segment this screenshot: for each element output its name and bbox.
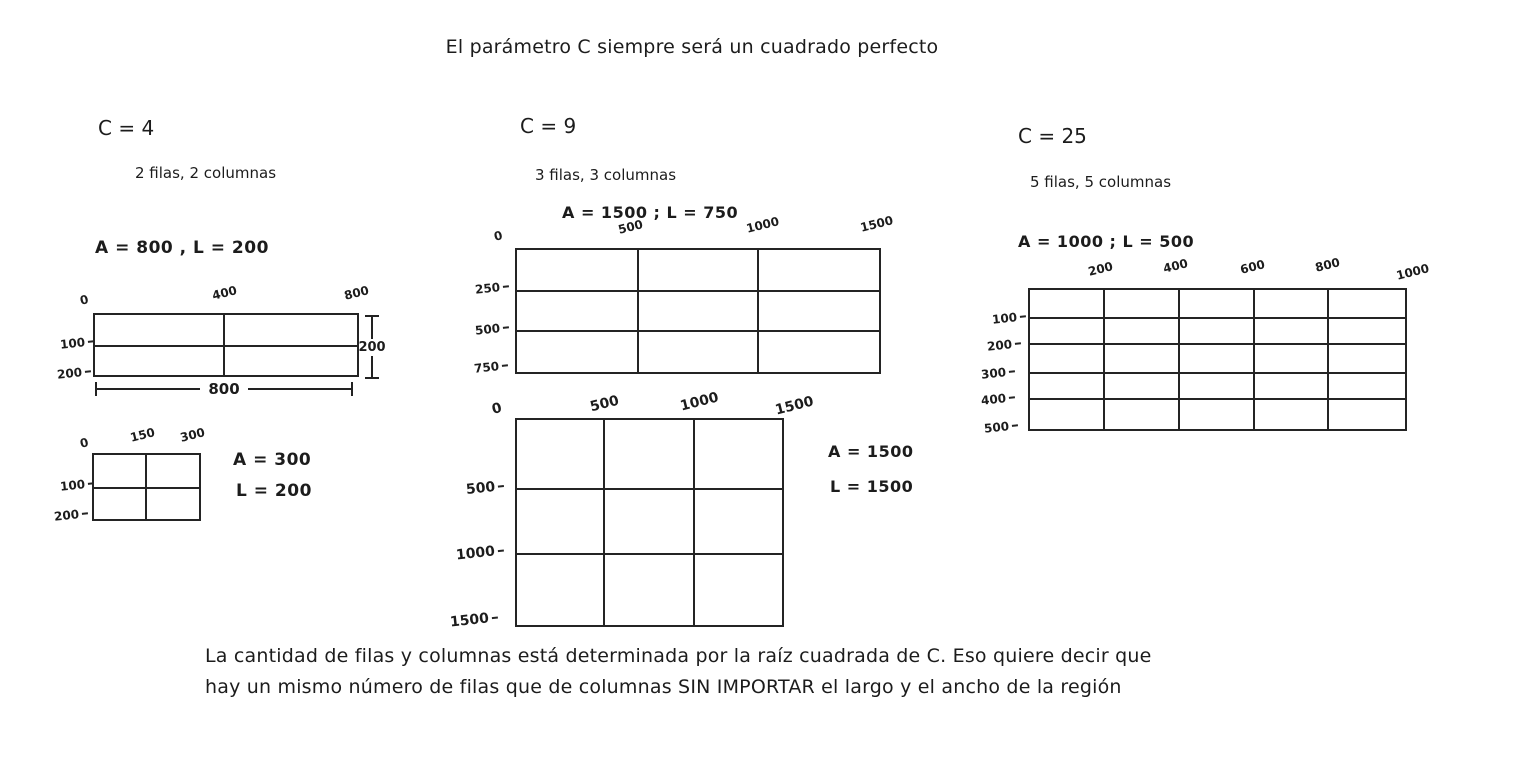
x-tick-label: 400 <box>1161 256 1190 276</box>
grid-line <box>94 487 199 489</box>
height-dimension-label: 200 <box>358 339 386 355</box>
y-tick-label: 200 <box>986 336 1021 353</box>
length-label: L = 200 <box>236 481 312 501</box>
x-tick-label: 400 <box>210 283 239 303</box>
grid-line <box>1030 398 1405 400</box>
section-c25-params: A = 1000 ; L = 500 <box>1018 232 1195 251</box>
dimension-stem <box>248 388 351 390</box>
grid-line <box>1327 290 1329 429</box>
width-dimension-marker <box>95 381 353 397</box>
y-tick-label: 100 <box>59 334 94 351</box>
x-tick-label: 800 <box>1313 255 1342 275</box>
x-tick-label: 200 <box>1086 259 1115 279</box>
y-tick-label: 200 <box>56 364 91 381</box>
grid-line <box>637 250 639 372</box>
x-tick-label: 150 <box>128 425 157 445</box>
x-tick-label: 0 <box>78 435 90 451</box>
y-tick-label: 500 <box>983 418 1018 435</box>
x-tick-label: 500 <box>588 392 621 416</box>
x-tick-label: 1500 <box>858 213 895 235</box>
grid-c4-small <box>92 453 201 521</box>
x-tick-label: 300 <box>178 425 207 445</box>
y-tick-label: 750 <box>473 358 508 375</box>
grid-line <box>517 553 782 555</box>
grid-line <box>1103 290 1105 429</box>
dimension-stem <box>371 356 373 378</box>
grid-line <box>693 420 695 625</box>
y-tick-label: 100 <box>59 476 94 493</box>
y-tick-label: 100 <box>991 309 1026 326</box>
grid-c9-top <box>515 248 881 374</box>
grid-line <box>1030 317 1405 319</box>
dimension-stem <box>97 388 200 390</box>
area-label: A = 300 <box>233 450 312 470</box>
y-tick-label: 300 <box>980 364 1015 381</box>
section-c9-params: A = 1500 ; L = 750 <box>562 203 739 222</box>
grid-line <box>1178 290 1180 429</box>
grid-c25 <box>1028 288 1407 431</box>
grid-line <box>1030 343 1405 345</box>
grid-c9-bottom <box>515 418 784 627</box>
area-label: A = 1500 <box>828 442 914 461</box>
footer-text-line-2: hay un mismo número de filas que de columnas SIN IMPORTAR el largo y el ancho de la región <box>205 676 1122 698</box>
x-tick-label: 1000 <box>678 389 721 415</box>
y-tick-label: 200 <box>53 506 88 523</box>
section-c9-heading: C = 9 <box>520 114 577 138</box>
width-dimension-label: 800 <box>208 379 240 398</box>
section-c4-subheading: 2 filas, 2 columnas <box>135 164 277 182</box>
x-tick-label: 600 <box>1238 257 1267 277</box>
dimension-cap <box>351 382 353 396</box>
y-tick-label: 1000 <box>455 543 504 564</box>
y-tick-label: 400 <box>980 390 1015 407</box>
x-tick-label: 800 <box>342 283 371 303</box>
section-c25-subheading: 5 filas, 5 columnas <box>1030 173 1172 191</box>
height-dimension-marker <box>360 315 384 379</box>
grid-line <box>517 290 879 292</box>
footer-text-line-1: La cantidad de filas y columnas está determinada por la raíz cuadrada de C. Eso quiere decir que <box>205 645 1152 667</box>
y-tick-label: 500 <box>465 478 505 498</box>
grid-line <box>1030 372 1405 374</box>
x-tick-label: 0 <box>78 292 90 308</box>
x-tick-label: 1000 <box>1394 261 1431 283</box>
x-tick-label: 1000 <box>744 214 781 236</box>
section-c4-params: A = 800 , L = 200 <box>95 238 269 258</box>
grid-line <box>603 420 605 625</box>
section-c4-heading: C = 4 <box>98 116 155 140</box>
y-tick-label: 250 <box>474 279 509 296</box>
y-tick-label: 1500 <box>449 610 498 631</box>
grid-c4-main <box>93 313 359 377</box>
grid-line <box>517 488 782 490</box>
grid-line <box>517 330 879 332</box>
x-tick-label: 500 <box>616 217 645 237</box>
dimension-stem <box>371 317 373 339</box>
grid-line <box>95 345 357 347</box>
x-tick-label: 1500 <box>773 393 816 419</box>
x-tick-label: 0 <box>490 400 504 418</box>
grid-line <box>1253 290 1255 429</box>
y-tick-label: 500 <box>474 320 509 337</box>
x-tick-label: 0 <box>492 228 504 244</box>
length-label: L = 1500 <box>830 477 914 496</box>
dimension-cap <box>365 377 379 379</box>
grid-line <box>757 250 759 372</box>
section-c9-subheading: 3 filas, 3 columnas <box>535 166 677 184</box>
section-c25-heading: C = 25 <box>1018 124 1087 148</box>
page-title: El parámetro C siempre será un cuadrado perfecto <box>445 36 939 58</box>
